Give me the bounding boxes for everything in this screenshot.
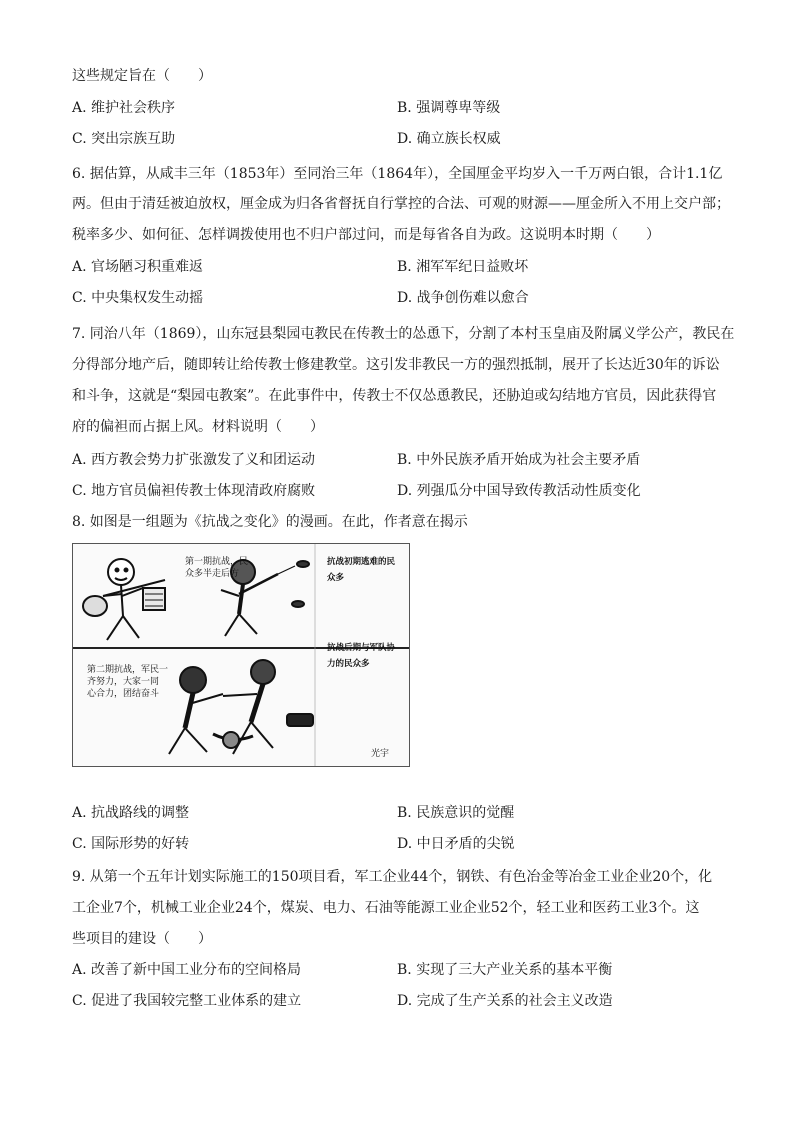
q5-option-a: A. 维护社会秩序 — [72, 100, 176, 116]
q6-option-d: D. 战争创伤难以愈合 — [397, 290, 529, 306]
q8-option-c: C. 国际形势的好转 — [72, 836, 190, 852]
q5-option-d: D. 确立族长权威 — [397, 131, 501, 147]
panel1-script-2: 众多半走后方 — [185, 569, 240, 579]
q6-option-a: A. 官场陋习积重难返 — [72, 259, 204, 275]
fleeing-civilian — [83, 559, 165, 640]
q6-stem-line-3: 税率多少、如何征、怎样调拨使用也不归户部过问，而是每省各自为政。这说明本时期（ ） — [72, 227, 660, 243]
q8-option-d: D. 中日矛盾的尖锐 — [397, 836, 515, 852]
cartoon-drawing — [73, 544, 409, 766]
panel2-script-1: 第二期抗战，军民一 — [87, 665, 169, 675]
panel2-script-3: 心合力，团结奋斗 — [87, 689, 160, 699]
q9-option-a: A. 改善了新中国工业分布的空间格局 — [72, 962, 302, 978]
q5-option-b: B. 强调尊卑等级 — [397, 100, 501, 116]
caption-top-1: 抗战初期逃难的民 — [327, 557, 396, 567]
q9-option-d: D. 完成了生产关系的社会主义改造 — [397, 993, 613, 1009]
cooperating-people — [169, 660, 313, 754]
q8-stem: 8. 如图是一组题为《抗战之变化》的漫画。在此，作者意在揭示 — [72, 514, 468, 530]
panel2-script-2: 齐努力，大家一同 — [87, 677, 160, 687]
q9-option-b: B. 实现了三大产业关系的基本平衡 — [397, 962, 613, 978]
q7-option-b: B. 中外民族矛盾开始成为社会主要矛盾 — [397, 452, 641, 468]
q7-stem-line-1: 7. 同治八年（1869），山东冠县梨园屯教民在传教士的怂恿下，分割了本村玉皇庙及附属义学公产，教民在 — [72, 326, 735, 342]
caption-bottom-1: 抗战后期与军队协 — [327, 643, 396, 653]
q6-option-c: C. 中央集权发生动摇 — [72, 290, 204, 306]
q7-option-c: C. 地方官员偏袒传教士体现清政府腐败 — [72, 483, 316, 499]
q7-stem-line-3: 和斗争，这就是“梨园屯教案”。在此事件中，传教士不仅怂恿教民，还胁迫或勾结地方官员，因此获得官 — [72, 388, 717, 404]
q5-stem: 这些规定旨在（ ） — [72, 68, 212, 84]
cartoon-figure — [72, 543, 410, 767]
caption-bottom-2: 力的民众多 — [327, 659, 370, 669]
q6-option-b: B. 湘军军纪日益败坏 — [397, 259, 529, 275]
q8-option-b: B. 民族意识的觉醒 — [397, 805, 515, 821]
q9-stem-line-2: 工企业7个，机械工业企业24个，煤炭、电力、石油等能源工业企业52个，轻工业和医药工业3个。这 — [72, 900, 700, 916]
q7-option-a: A. 西方教会势力扩张激发了义和团运动 — [72, 452, 316, 468]
q9-option-c: C. 促进了我国较完整工业体系的建立 — [72, 993, 302, 1009]
caption-top-2: 众多 — [327, 573, 345, 583]
q7-stem-line-4: 府的偏袒而占据上风。材料说明（ ） — [72, 419, 324, 435]
q9-stem-line-1: 9. 从第一个五年计划实际施工的150项目看，军工企业44个，钢铁、有色冶金等冶金工业企业20个，化 — [72, 869, 713, 885]
q5-option-c: C. 突出宗族互助 — [72, 131, 176, 147]
q7-option-d: D. 列强瓜分中国导致传教活动性质变化 — [397, 483, 641, 499]
q6-stem-line-1: 6. 据估算，从咸丰三年（1853年）至同治三年（1864年），全国厘金平均岁入一千万两白银，合计1.1亿 — [72, 166, 723, 182]
q7-stem-line-2: 分得部分地产后，随即转让给传教士修建教堂。这引发非教民一方的强烈抵制，展开了长达近30年的诉讼 — [72, 357, 720, 373]
q9-stem-line-3: 些项目的建设（ ） — [72, 931, 212, 947]
panel1-script-1: 第一期抗战，民 — [185, 557, 249, 567]
q6-stem-line-2: 两。但由于清廷被迫放权，厘金成为归各省督抚自行掌控的合法、可观的财源——厘金所入不用上交户部； — [72, 196, 730, 212]
q8-option-a: A. 抗战路线的调整 — [72, 805, 190, 821]
artist-signature: 光宇 — [371, 749, 390, 759]
